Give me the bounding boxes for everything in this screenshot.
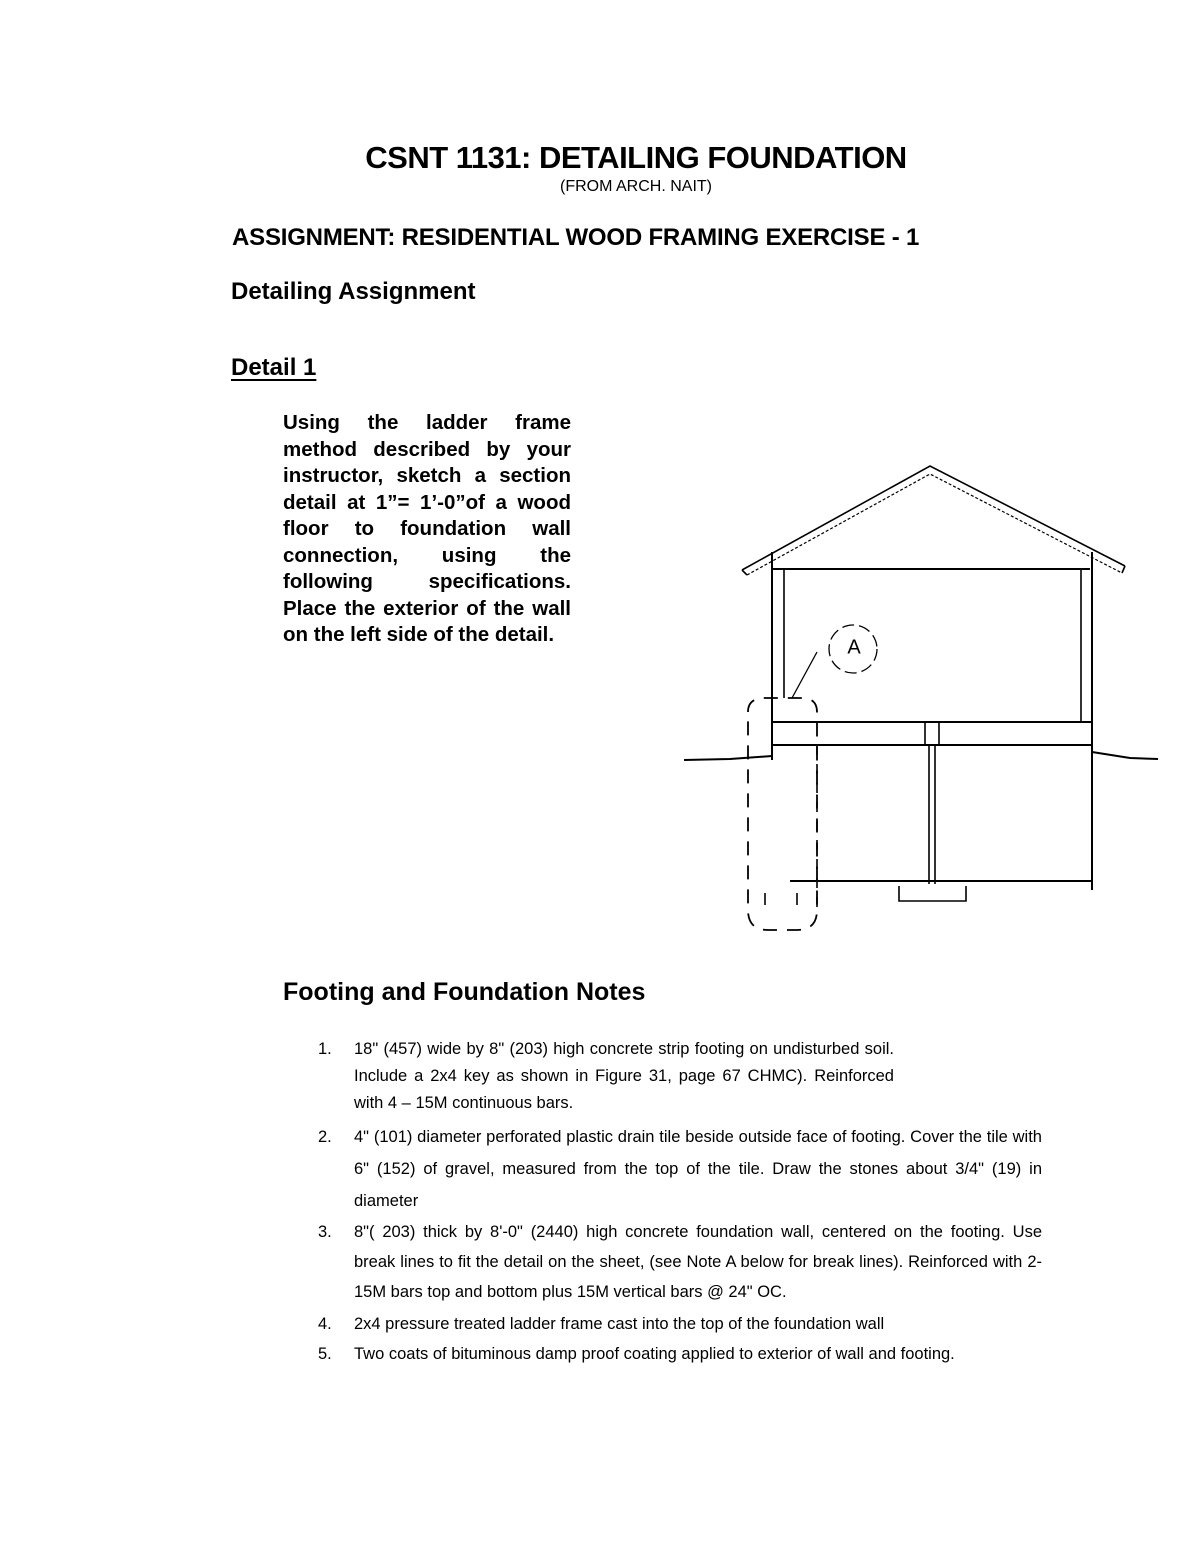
note-text: 8"( 203) thick by 8'-0" (2440) high concrete foundation wall, centered on the footing. Use break lines to fit the detail on the sheet, (see Note A below for break lines). Reinforced with 2-15M bars top and bottom plus 15M vertical bars @ 24" OC. — [354, 1223, 1042, 1301]
section-heading: Detailing Assignment — [231, 278, 476, 305]
note-text: Two coats of bituminous damp proof coating applied to exterior of wall and footing. — [354, 1345, 955, 1363]
note-number: 1. — [318, 1040, 332, 1058]
list-item — [318, 1217, 1042, 1307]
detail-heading: Detail 1 — [231, 354, 317, 381]
note-text: 2x4 pressure treated ladder frame cast into the top of the foundation wall — [354, 1315, 885, 1333]
list-item — [318, 1036, 1042, 1117]
page-subtitle: (FROM ARCH. NAIT) — [560, 178, 712, 195]
list-item — [318, 1121, 1042, 1217]
callout-leader — [792, 652, 817, 698]
detail-instructions: Using the ladder frame method described by your instructor, sketch a section detail at 1”= 1’-0”of a wood floor to foundation wall connection, using the following specifications. Place the exterior of the wall on the left side of the detail. — [283, 411, 571, 646]
note-text: 4" (101) diameter perforated plastic drain tile beside outside face of footing. Cover the tile with 6" (152) of gravel, measured from the top of the tile. Draw the stones about 3/4" (19) in diameter — [354, 1128, 1042, 1210]
grade-left — [684, 756, 772, 760]
footing-pad — [899, 886, 966, 901]
assignment-heading: ASSIGNMENT: RESIDENTIAL WOOD FRAMING EXERCISE - 1 — [232, 224, 920, 251]
list-item — [318, 1309, 1042, 1339]
note-number: 5. — [318, 1345, 332, 1363]
notes-list — [318, 1036, 1042, 1366]
note-number: 4. — [318, 1315, 332, 1333]
list-item — [318, 1343, 1042, 1366]
detail-region-outline — [748, 698, 817, 930]
notes-heading: Footing and Foundation Notes — [283, 978, 646, 1006]
page-title: CSNT 1131: DETAILING FOUNDATION — [365, 140, 907, 175]
note-text: 18" (457) wide by 8" (203) high concrete strip footing on undisturbed soil. Include a 2x4 key as shown in Figure 31, page 67 CHMC). Reinforced with 4 – 15M continuous bars. — [354, 1040, 894, 1112]
roof-underside — [747, 474, 1122, 575]
house-section-drawing — [680, 460, 1170, 940]
note-number: 3. — [318, 1223, 332, 1241]
roof-outline — [742, 466, 1125, 570]
grade-right — [1092, 752, 1158, 759]
beam — [925, 722, 939, 745]
note-number: 2. — [318, 1128, 332, 1146]
callout-label: A — [847, 636, 861, 659]
